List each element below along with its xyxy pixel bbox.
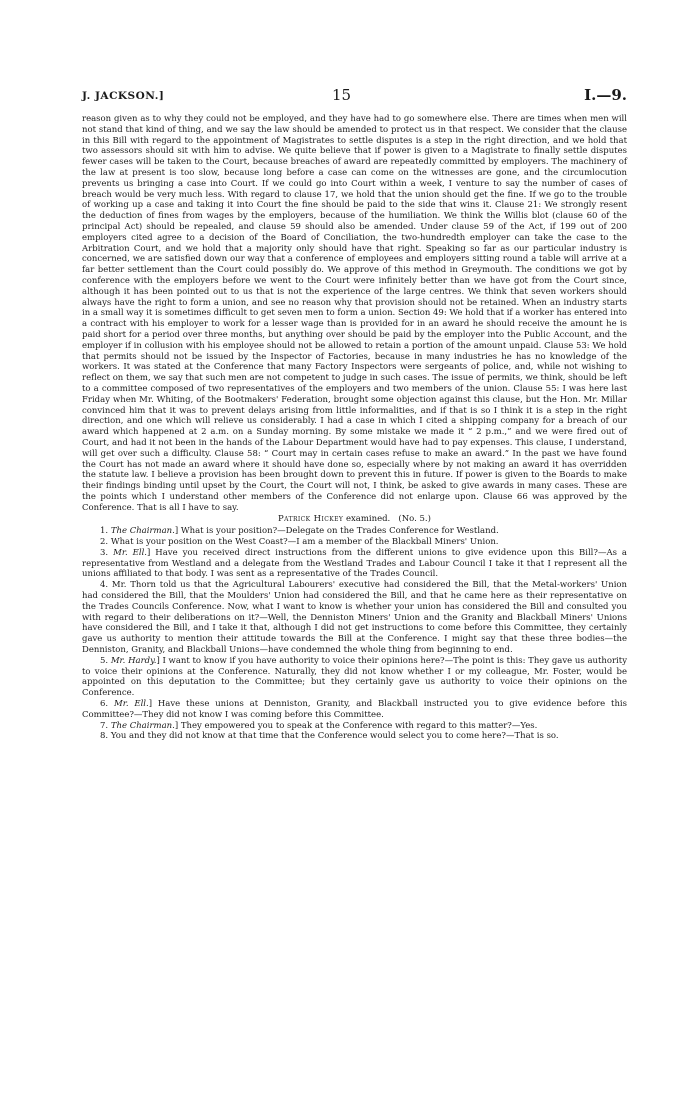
- question-text: You and they did not know at that time that the Conference would select you to come here?—That is so.: [110, 731, 559, 742]
- question-speaker: The Chairman.: [110, 526, 175, 537]
- question-number: 6.: [100, 699, 109, 710]
- question-text: ] I want to know if you have authority to voice their opinions here?—The point is this: They gave us authority to voice their opinions at the Conference. Naturally, they did not know whether I or my colleague, Mr. Foster, would be appointed on this deputation to the Committee; but they certainly gave us authority to voice their opinions on the Conference.: [82, 655, 627, 699]
- question-number: 4.: [100, 580, 109, 591]
- question-item: [82, 731, 627, 742]
- witness-number: (No. 5.): [398, 514, 431, 525]
- question-speaker: Mr. Hardy.: [110, 655, 157, 666]
- question-text: ] Have you received direct instructions from the different unions to give evidence upon this Bill?—As a representative from Westland and a delegate from the Westland Trades and Labour Council I take it that I represent all the unions affiliated to that body. I was sent as a representative of the Trades Council.: [82, 547, 627, 580]
- question-text: ] They empowered you to speak at the Conference with regard to this matter?—Yes.: [174, 720, 538, 731]
- question-text: Mr. Thorn told us that the Agricultural Labourers' executive had considered the Bill, that the Metal-workers' Union had considered the Bill, that the Moulders' Union had considered the Bill, and that he came here as their representative on the Trades Councils Conference. Now, what I want to know is whether your union has considered the Bill and consulted you with regard to their deliberations on it?—Well, the Denniston Miners' Union and the Granity and Blackball Miners' Unions have considered the Bill, and I take it that, although I did not get instructions to come before this Committee, they certainly gave us authority to mention their attitude towards the Bill at the Conference. I might say that these three bodies—the Denniston, Granity, and Blackball Unions—have condemned the whole thing from beginning to end.: [82, 580, 628, 656]
- witness-name: Patrick Hickey: [278, 514, 344, 525]
- question-item: [82, 580, 627, 656]
- document-body: [82, 114, 627, 742]
- question-number: 1.: [100, 526, 109, 537]
- question-number: 5.: [100, 655, 109, 666]
- witness-heading: [82, 514, 627, 525]
- question-speaker: Mr. Ell.: [113, 547, 147, 558]
- question-text: ] Have these unions at Denniston, Granity, and Blackball instructed you to give evidence before this Committee?—They did not know I was coming before this Committee.: [82, 699, 627, 720]
- document-reference: I.—9.: [584, 86, 627, 104]
- header-witness-name: J. JACKSON.]: [82, 90, 165, 102]
- question-item: [82, 548, 627, 580]
- question-speaker: The Chairman.: [110, 720, 175, 731]
- document-page: [82, 86, 627, 742]
- page-header: [82, 86, 627, 108]
- question-list: [82, 526, 627, 742]
- question-item: [82, 699, 627, 721]
- question-item: [82, 656, 627, 699]
- question-number: 2.: [100, 537, 109, 548]
- question-number: 3.: [100, 547, 109, 558]
- question-number: 8.: [100, 731, 109, 742]
- continued-paragraph: reason given as to why they could not be employed, and they have had to go somewhere else. There are times when men will not stand that kind of thing, and we say the law should be amended to protect us in that respect. We consider that the clause in this Bill with regard to the appointment of Magistrates to settle disputes is a step in the right direction, and we hold that two assessors should sit with him to advise. We quite believe that if power is given to a Magistrate to finally settle disputes fewer cases will be taken to the Court, because breaches of award are repeatedly committed by employers. The machinery of the law at present is too slow, because long before a case can come on the witnesses are gone, and the circumlocution prevents us bringing a case into Court. If we could go into Court within a week, I venture to say the number of cases of breach would be very much less. With regard to clause 17, we hold that the union should get the fine. If we go to the trouble of working up a case and taking it into Court the fine should be paid to the side that wins it. Clause 21: We strongly resent the deduction of fines from wages by the employers, because of the humiliation. We think the Willis blot (clause 60 of the principal Act) should be repealed, and clause 59 should also be amended. Under clause 59 of the Act, if 199 out of 200 employers cited agree to a decision of the Board of Conciliation, the two-hundredth employer can take the case to the Arbitration Court, and we hold that a majority only should have that right. Speaking so far as our particular industry is concerned, we are satisfied down our way that a conference of employees and employers sitting round a table will arrive at a far better settlement than the Court could possibly do. We approve of this method in Greymouth. The conditions we got by conference with the employers before we went to the Court were infinitely better than we have got from the Court since, although it has been pointed out to us that is not the experience of the large centres. We think that seven workers should always have the right to form a union, and see no reason why that provision should not be retained. When an industry starts in a small way it is sometimes difficult to get seven men to form a union. Section 49: We hold that if a worker has entered into a contract with his employer to work for a lesser wage than is provided for in an award he should receive the amount he is paid short for a period over three months, but anything over should be paid by the employer into the Public Account, and the employer if in collusion with his employee should not be allowed to retain a portion of the amount unpaid. Clause 53: We hold that permits should not be issued by the Inspector of Factories, because in many industries he has no knowledge of the workers. It was stated at the Conference that many Factory Inspectors were sergeants of police, and, while not wishing to reflect on them, we say that such men are not competent to judge in such cases. The issue of permits, we think, should be left to a committee composed of two representatives of the employers and two members of the union. Clause 55: I was here last Friday when Mr. Whiting, of the Bootmakers' Federation, brought some objection against this clause, but the Hon. Mr. Millar convinced him that it was to prevent delays arising from little informalities, and if that is so I think it is a step in the right direction, and one which will relieve us considerably. I had a case in which I cited a shipping company for a breach of our award which happened at 2 a.m. on a Sunday morning. By some mistake we made it “ 2 p.m.,” and we were fired out of Court, and had it not been in the hands of the Labour Department would have had to pay expenses. This clause, I understand, will get over such a difficulty. Clause 58: “ Court may in certain cases refuse to make an award.” In the past we have found the Court has not made an award where it should have done so, especially where by not making an award it has overridden the statute law. I believe a provision has been brought down to prevent this in future. If power is given to the Boards to make their findings binding until upset by the Court, the Court will not, I think, be asked to give awards in many cases. These are the points which I understand other members of the Conference did not enlarge upon. Clause 66 was approved by the Conference. That is all I have to say.: [82, 114, 627, 513]
- question-item: [82, 537, 627, 548]
- question-text: What is your position on the West Coast?—I am a member of the Blackball Miners' Union.: [110, 537, 499, 548]
- witness-examined: examined.: [345, 514, 391, 525]
- question-number: 7.: [100, 720, 109, 731]
- question-speaker: Mr. Ell.: [113, 699, 149, 710]
- question-item: [82, 526, 627, 537]
- question-text: ] What is your position?—Delegate on the Trades Conference for Westland.: [174, 526, 499, 537]
- page-number: 15: [332, 86, 352, 104]
- question-item: [82, 721, 627, 732]
